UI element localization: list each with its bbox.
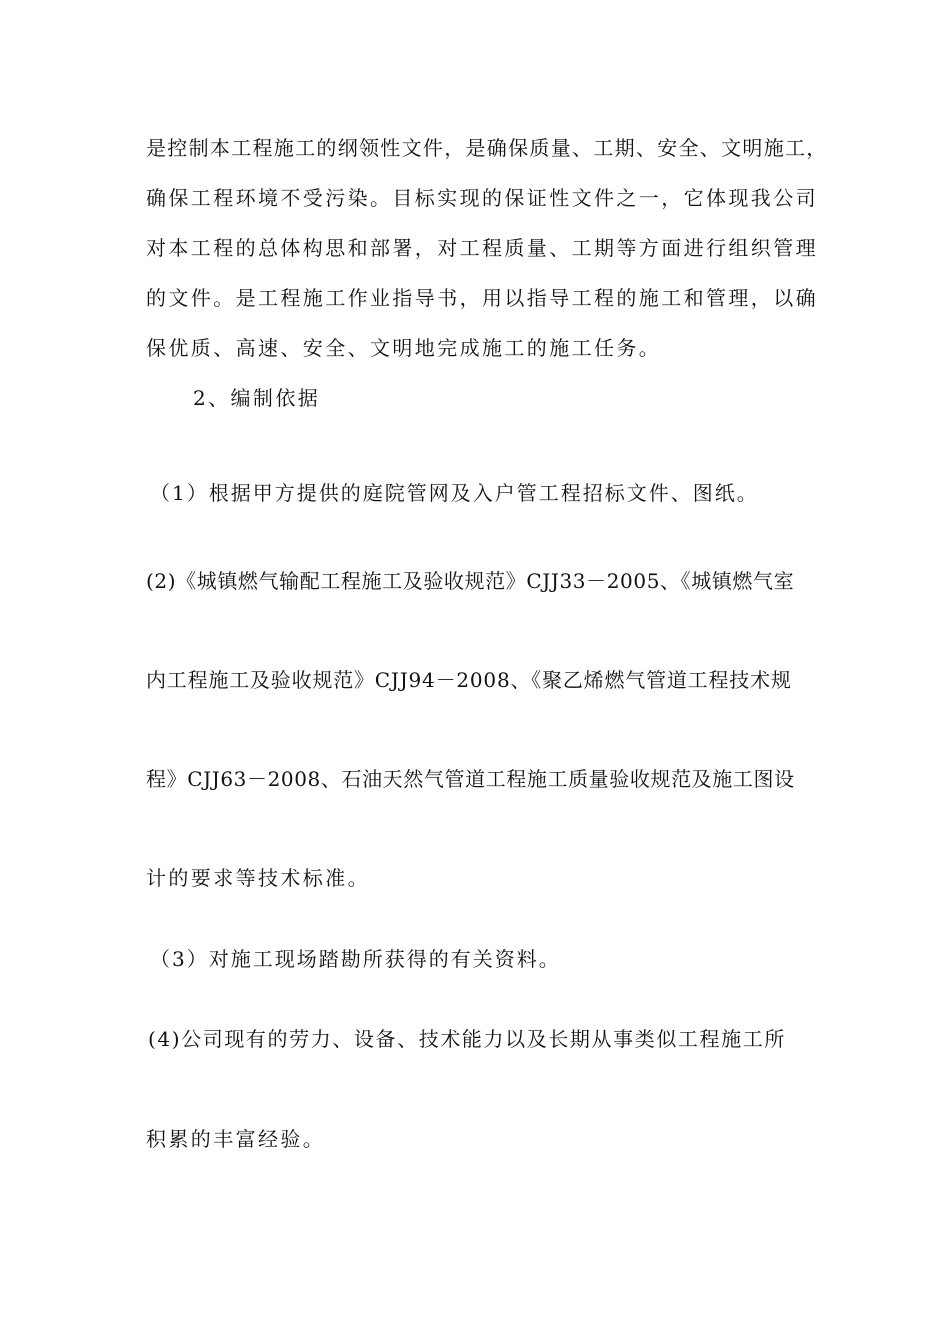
section-heading: 2、编制依据	[193, 386, 321, 410]
list-item: (2)《城镇燃气输配工程施工及验收规范》CJJ33－2005、《城镇燃气室	[146, 569, 795, 593]
list-item-continuation: 程》CJJ63－2008、石油天然气管道工程施工质量验收规范及施工图设	[146, 767, 795, 791]
body-text-line: 是控制本工程施工的纲领性文件，是确保质量、工期、安全、文明施工，	[146, 136, 828, 160]
body-text-line: 确保工程环境不受污染。目标实现的保证性文件之一，它体现我公司	[146, 186, 818, 210]
list-item: （1）根据甲方提供的庭院管网及入户管工程招标文件、图纸。	[150, 481, 759, 505]
body-text-line: 对本工程的总体构思和部署，对工程质量、工期等方面进行组织管理	[146, 236, 818, 260]
body-text-line: 保优质、高速、安全、文明地完成施工的施工任务。	[146, 336, 662, 360]
body-text-line: 的文件。是工程施工作业指导书，用以指导工程的施工和管理，以确	[146, 286, 818, 310]
list-item-continuation: 积累的丰富经验。	[146, 1127, 326, 1151]
list-item-continuation: 计的要求等技术标准。	[146, 866, 370, 890]
list-item-continuation: 内工程施工及验收规范》CJJ94－2008、《聚乙烯燃气管道工程技术规	[146, 668, 792, 692]
list-item: (4)公司现有的劳力、设备、技术能力以及长期从事类似工程施工所	[148, 1027, 786, 1051]
list-item: （3）对施工现场踏勘所获得的有关资料。	[150, 947, 561, 971]
